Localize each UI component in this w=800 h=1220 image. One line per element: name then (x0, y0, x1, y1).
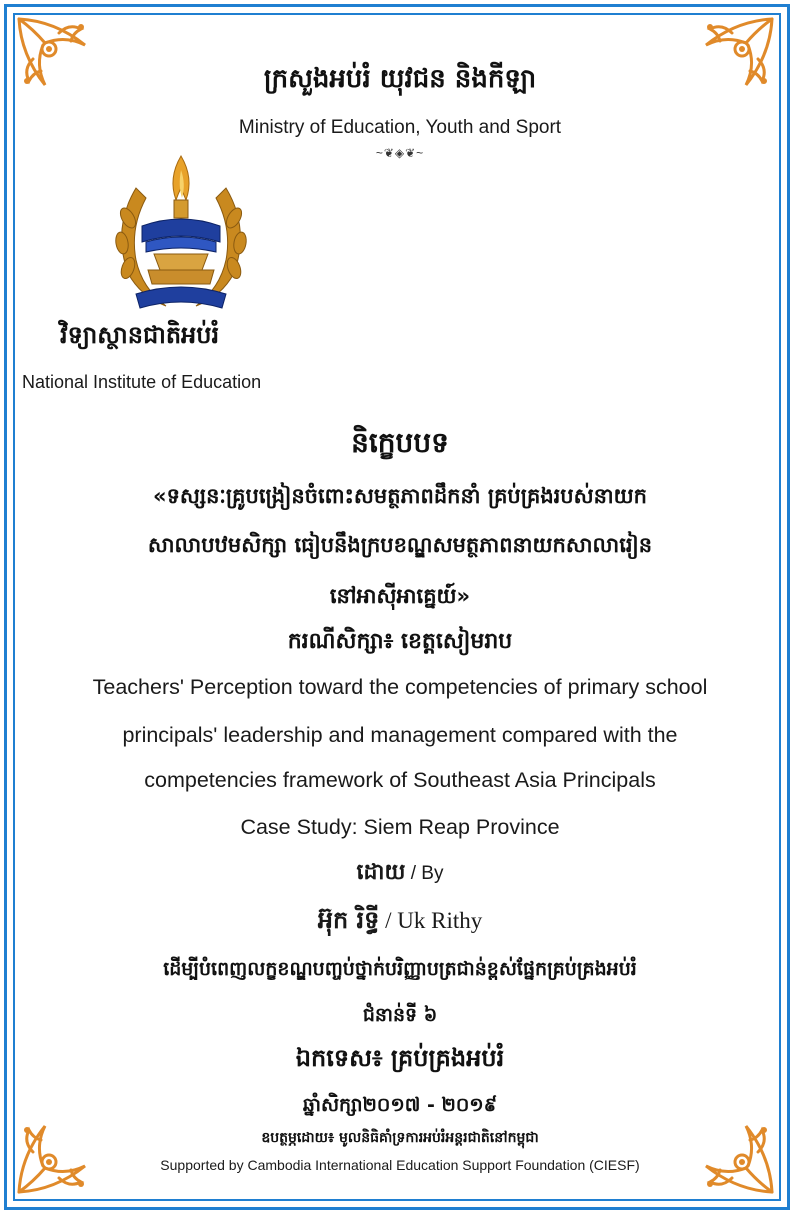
header-ornament: ~❦◈❦~ (375, 146, 425, 160)
sponsor-english: Supported by Cambodia International Education Support Foundation (CIESF) (160, 1157, 640, 1173)
thesis-label-khmer: និក្ខេបបទ (351, 426, 449, 459)
author-line (0, 905, 800, 940)
thesis-title-khmer-line: សាលាបឋមសិក្សា ធៀបនឹងក្របខណ្ឌសមត្ថភាពនាយកសាលារៀន (147, 533, 653, 557)
thesis-title-english-line: competencies framework of Southeast Asia Principals (144, 768, 656, 792)
case-study-english: Case Study: Siem Reap Province (240, 815, 560, 839)
academic-year-khmer: ឆ្នាំសិក្សា២០១៧ - ២០១៩ (302, 1094, 498, 1116)
institute-emblem-logo (106, 148, 256, 318)
by-label-khmer: ដោយ (356, 860, 406, 885)
thesis-title-khmer-line: «ទស្សនៈគ្រូបង្រៀនចំពោះសមត្ថភាពដឹកនាំ គ្រប់គ្រងរបស់នាយក (153, 484, 647, 508)
author-name-khmer: អ៊ុក រិទ្ធី (317, 906, 380, 934)
corner-ornament-bottom-left (15, 1108, 103, 1196)
corner-ornament-bottom-right (688, 1108, 776, 1196)
case-study-khmer: ករណីសិក្សា៖ ខេត្តសៀមរាប (287, 629, 513, 654)
degree-purpose-khmer: ដើម្បីបំពេញលក្ខខណ្ឌបញ្ចប់ថ្នាក់បរិញ្ញាបត្រជាន់ខ្ពស់ផ្នែកគ្រប់គ្រងអប់រំ (163, 958, 637, 980)
ministry-name-english: Ministry of Education, Youth and Sport (238, 117, 562, 138)
institute-name-english: National Institute of Education (22, 372, 262, 392)
thesis-title-english-line: principals' leadership and management compared with the (122, 723, 678, 747)
institute-name-khmer: វិទ្យាស្ថានជាតិអប់រំ (60, 321, 220, 349)
generation-khmer: ជំនាន់ទី ៦ (362, 1004, 438, 1026)
thesis-title-english-line: Teachers' Perception toward the competencies of primary school (92, 675, 708, 699)
sponsor-khmer: ឧបត្ថម្ភដោយ៖ មូលនិធិគាំទ្រការអប់រំអន្តរជាតិនៅកម្ពុជា (261, 1130, 539, 1146)
by-label-english: / By (405, 863, 444, 884)
major-khmer: ឯកទេស៖ គ្រប់គ្រងអប់រំ (295, 1044, 505, 1072)
author-name-english: / Uk Rithy (379, 908, 483, 933)
ministry-name-khmer: ក្រសួងអប់រំ យុវជន និងកីឡា (263, 64, 537, 94)
by-line (0, 858, 800, 890)
thesis-title-khmer-line: នៅអាស៊ីអាគ្នេយ៍» (329, 584, 471, 608)
